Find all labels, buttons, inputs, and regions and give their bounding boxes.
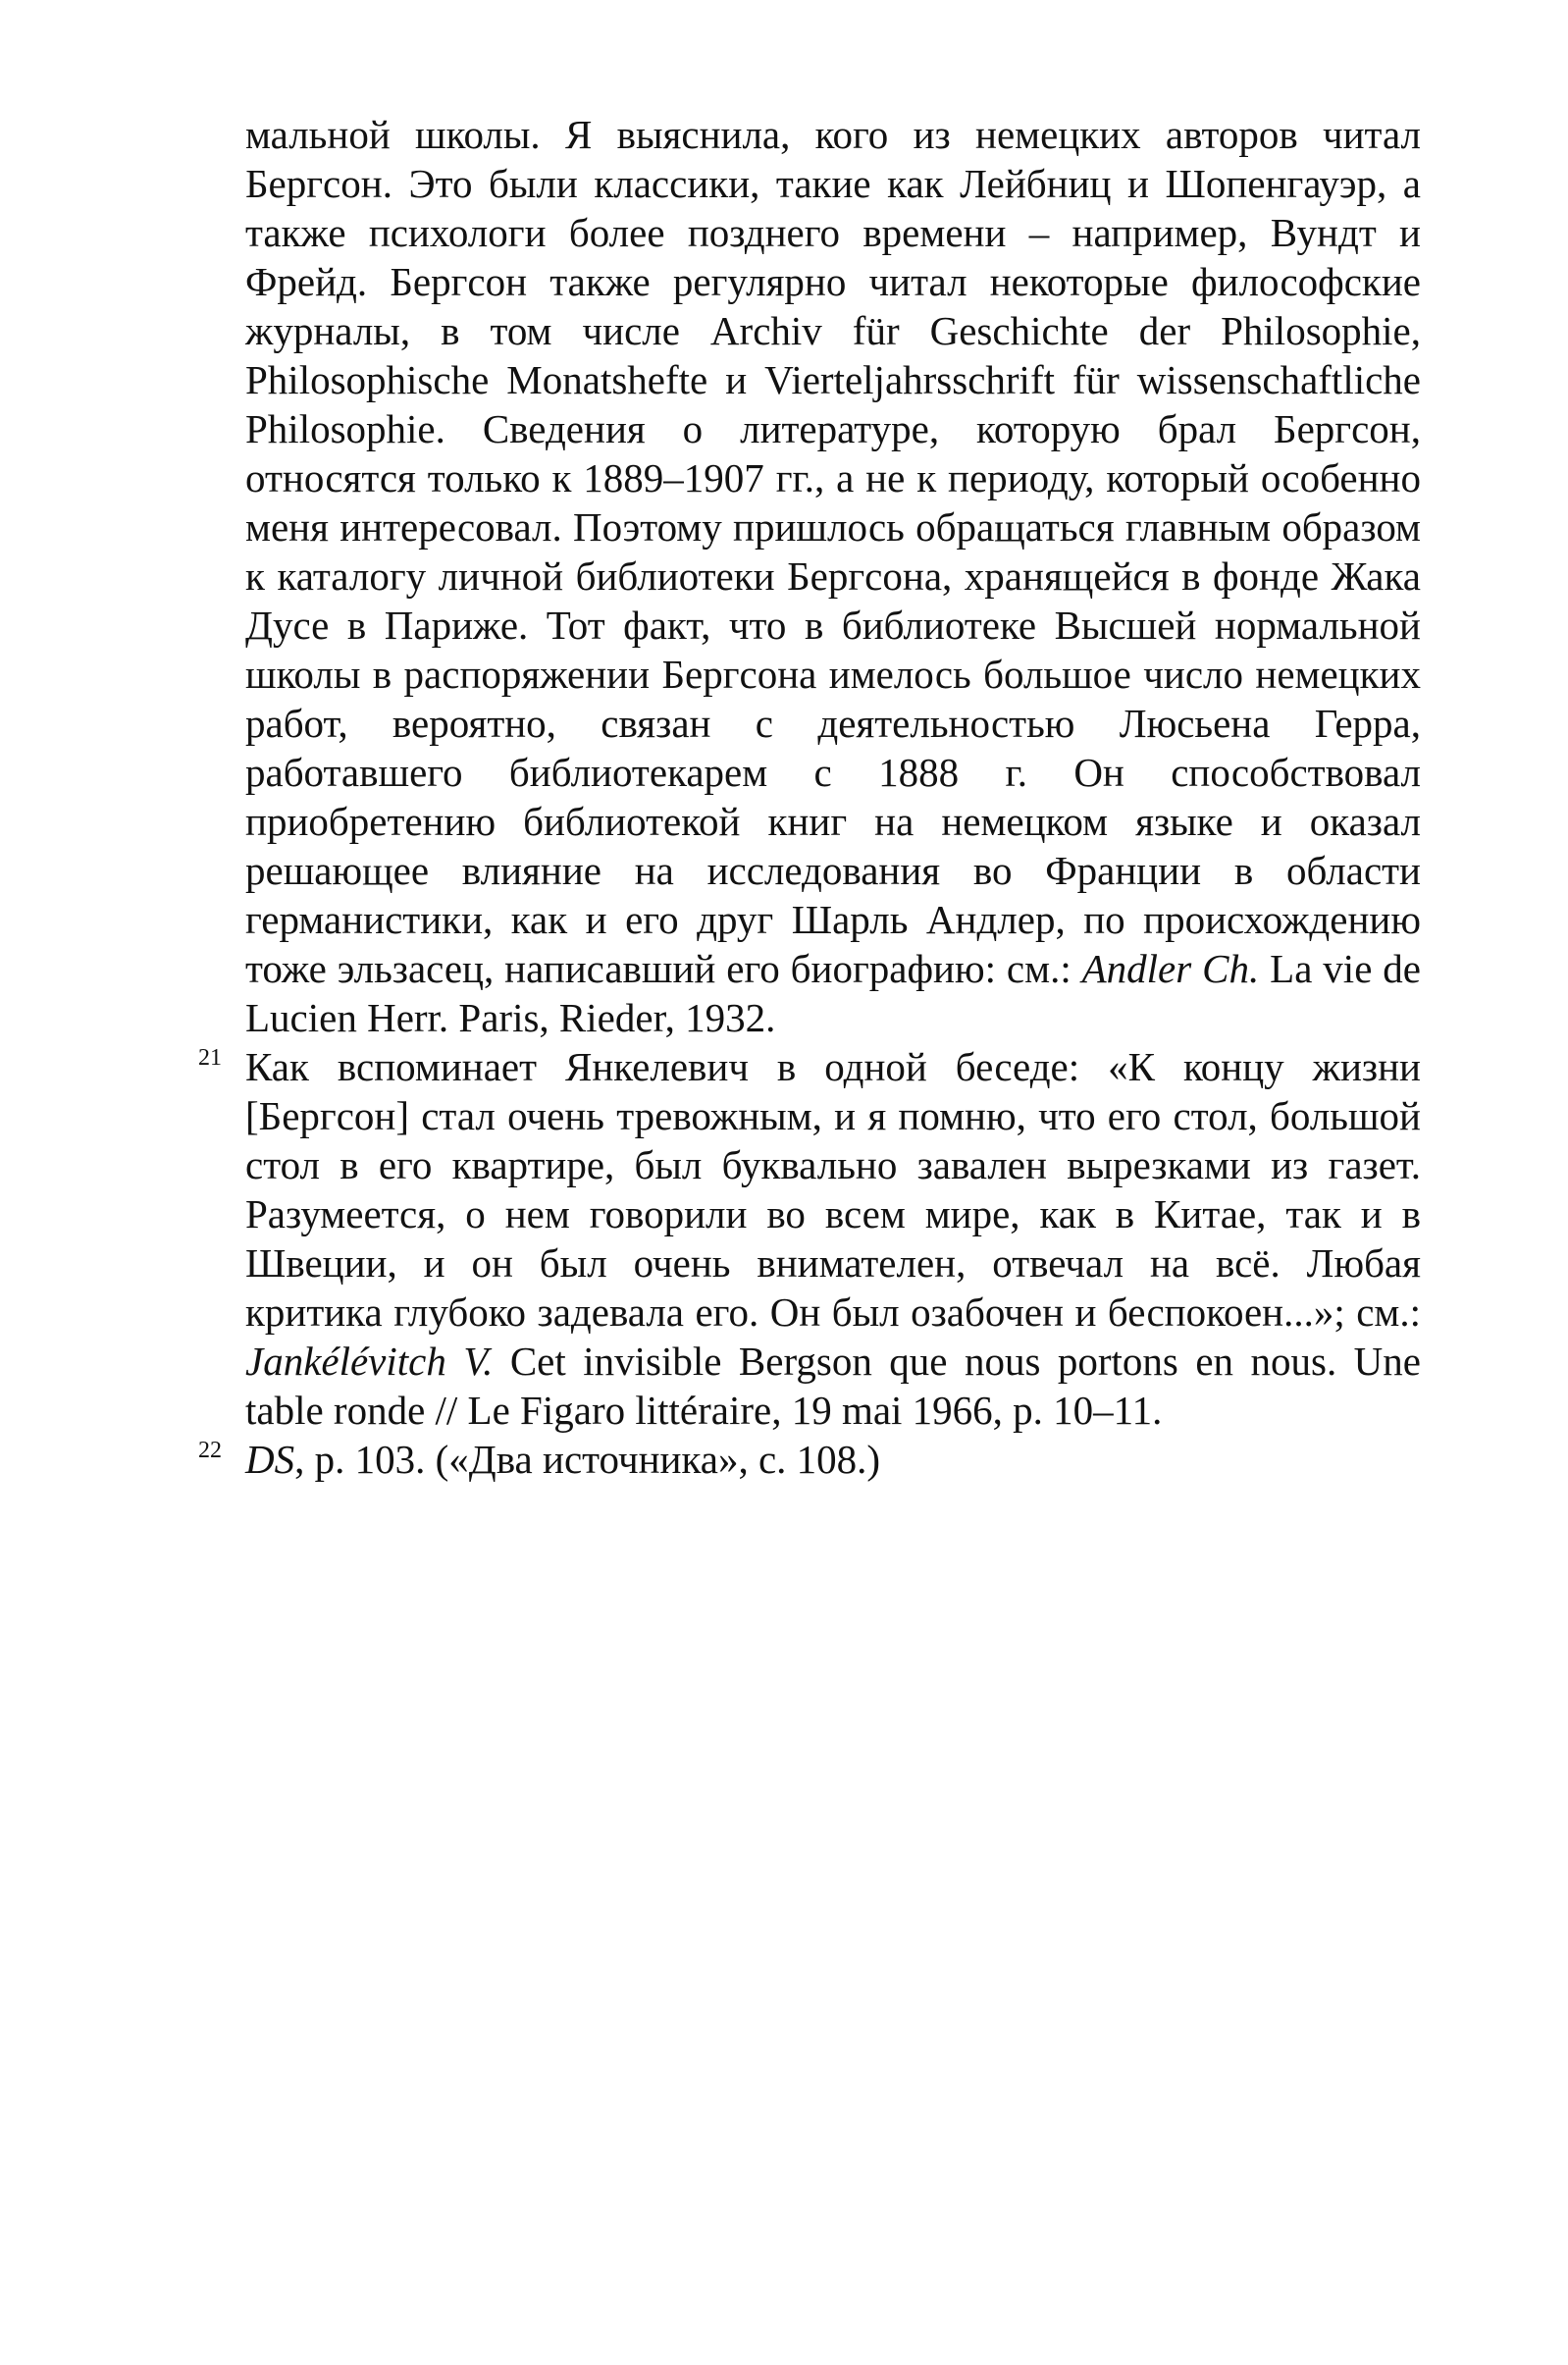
footnote-number: 22 (198, 1438, 222, 1463)
footnote-text-run: La vie de Lucien Herr. Paris, Rieder, 1932. (245, 946, 1422, 1040)
footnote-text (245, 110, 1421, 1042)
footnote-text-run: Cet invisible Bergson que nous portons en nous. Une table ronde // Le Figaro littéraire, 19 mai 1966, p. 10–11. (245, 1339, 1421, 1433)
footnote-author-citation: Andler Ch. (1081, 946, 1260, 991)
footnote-abbreviation: DS (245, 1437, 295, 1482)
footnote-text-run: мальной школы. Я выяснила, кого из немецких авторов читал Бергсон. Это были классики, такие как Лейбниц и Шопенгауэр, а также психологи более позднего времени – например, Вундт и Фрейд. Бергсон также регулярно читал некоторые философские журналы, в том числе Archiv für Geschichte der Philosophie, Philosophische Monatshefte и Vierteljahrsschrift für wissenschaftliche Philosophie. Сведения о литературе, которую брал Бергсон, относятся только к 1889–1907 гг., а не к периоду, который особенно меня интересовал. Поэтому пришлось обращаться главным образом к каталогу личной библиотеки Бергсона, хранящейся в фонде Жака Дусе в Париже. Тот факт, что в библиотеке Высшей нормальной школы в распоряжении Бергсона имелось большое число немецких работ, вероятно, связан с деятельностью Люсьена Герра, работавшего библиотекарем с 1888 г. Он способствовал приобретению библиотекой книг на немецком языке и оказал решающее влияние на исследования во Франции в области германистики, как и его друг Шарль Андлер, по происхождению тоже эльзасец, написавший его биографию: см.: (245, 112, 1421, 991)
footnote-21 (198, 1042, 1421, 1435)
footnote-20-continuation (245, 110, 1421, 1042)
footnote-text (245, 1042, 1421, 1435)
footnote-text-run: Как вспоминает Янкелевич в одной беседе: «К концу жизни [Бергсон] стал очень тревожным, и я помню, что его стол, большой стол в его квартире, был буквально завален вырезками из газет. Разумеется, о нем говорили во всем мире, как в Китае, так и в Швеции, и он был очень внимателен, отвечал на всё. Любая критика глубоко задевала его. Он был озабочен и беспокоен...»; см.: (245, 1044, 1421, 1335)
document-page (198, 110, 1422, 1484)
footnote-number: 21 (198, 1045, 222, 1071)
footnote-text-run: , p. 103. («Два источника», с. 108.) (294, 1437, 881, 1482)
footnote-22 (198, 1435, 1421, 1484)
footnote-author-citation: Jankélévitch V. (245, 1339, 494, 1384)
footnote-text (245, 1435, 1421, 1484)
